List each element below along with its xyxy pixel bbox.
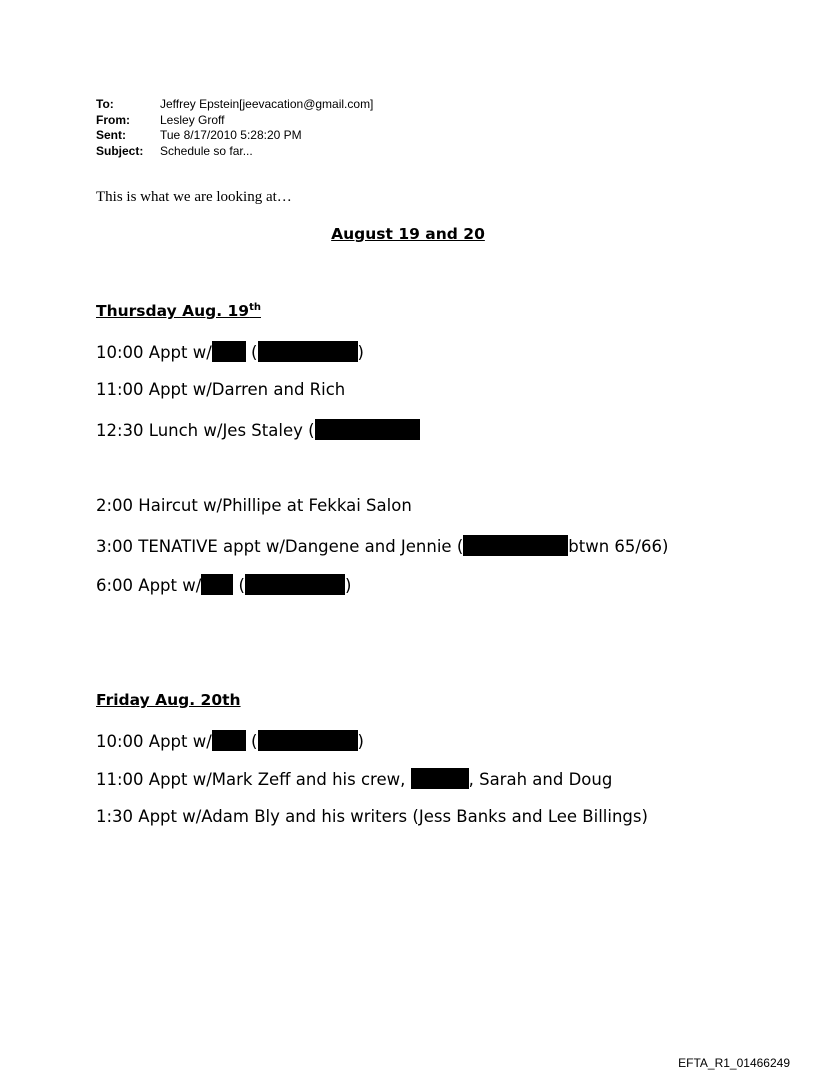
sent-value: Tue 8/17/2010 5:28:20 PM	[160, 128, 302, 142]
redaction-block	[463, 535, 568, 556]
thursday-heading	[96, 302, 261, 320]
schedule-item-text: )	[357, 732, 364, 751]
schedule-item-text: (	[245, 732, 258, 751]
redaction-block	[212, 341, 246, 362]
friday-heading: Friday Aug. 20th	[96, 691, 241, 709]
schedule-item: 1:30 Appt w/Adam Bly and his writers (Jess Banks and Lee Billings)	[96, 807, 648, 826]
schedule-item	[96, 768, 612, 789]
redaction-block	[258, 341, 358, 362]
redaction-block	[201, 574, 233, 595]
header-sent-row	[96, 128, 373, 144]
redaction-block	[315, 419, 420, 440]
schedule-item-text: (	[245, 343, 258, 362]
header-from-row	[96, 113, 373, 129]
header-subject-row	[96, 144, 373, 160]
from-value: Lesley Groff	[160, 112, 225, 127]
schedule-item-text: 6:00 Appt w/	[96, 576, 202, 595]
schedule-item	[96, 730, 364, 751]
email-header	[96, 97, 373, 159]
redaction-block	[245, 574, 345, 595]
schedule-item	[96, 341, 364, 362]
schedule-item-text: 3:00 TENATIVE appt w/Dangene and Jennie (	[96, 537, 464, 556]
intro-text: This is what we are looking at…	[96, 189, 292, 205]
schedule-item	[96, 419, 420, 440]
thursday-heading-suffix: th	[249, 302, 261, 313]
from-label: From:	[96, 112, 130, 127]
schedule-item	[96, 535, 668, 556]
thursday-heading-text: Thursday Aug. 19	[96, 302, 250, 321]
schedule-title: August 19 and 20	[331, 225, 485, 243]
document-id-footer: EFTA_R1_01466249	[678, 1056, 790, 1070]
schedule-item-text: 10:00 Appt w/	[96, 732, 212, 751]
subject-label: Subject:	[96, 143, 144, 158]
to-label: To:	[96, 97, 114, 111]
schedule-item-text: )	[357, 343, 364, 362]
schedule-item: 11:00 Appt w/Darren and Rich	[96, 380, 346, 399]
schedule-item-text: 10:00 Appt w/	[96, 343, 212, 362]
to-value: Jeffrey Epstein[jeevacation@gmail.com]	[160, 97, 374, 111]
sent-label: Sent:	[96, 128, 126, 142]
schedule-item-text: 11:00 Appt w/Mark Zeff and his crew,	[96, 770, 411, 789]
schedule-item-text: )	[345, 576, 352, 595]
redaction-block	[411, 768, 469, 789]
schedule-item	[96, 574, 351, 595]
subject-value: Schedule so far...	[160, 143, 253, 158]
schedule-item-text: , Sarah and Doug	[468, 770, 613, 789]
schedule-item-text: 12:30 Lunch w/Jes Staley (	[96, 421, 315, 440]
header-to-row	[96, 97, 373, 113]
redaction-block	[258, 730, 358, 751]
redaction-block	[212, 730, 246, 751]
schedule-item: 2:00 Haircut w/Phillipe at Fekkai Salon	[96, 496, 412, 515]
schedule-item-text: (	[233, 576, 245, 595]
schedule-item-text: btwn 65/66)	[568, 537, 669, 556]
